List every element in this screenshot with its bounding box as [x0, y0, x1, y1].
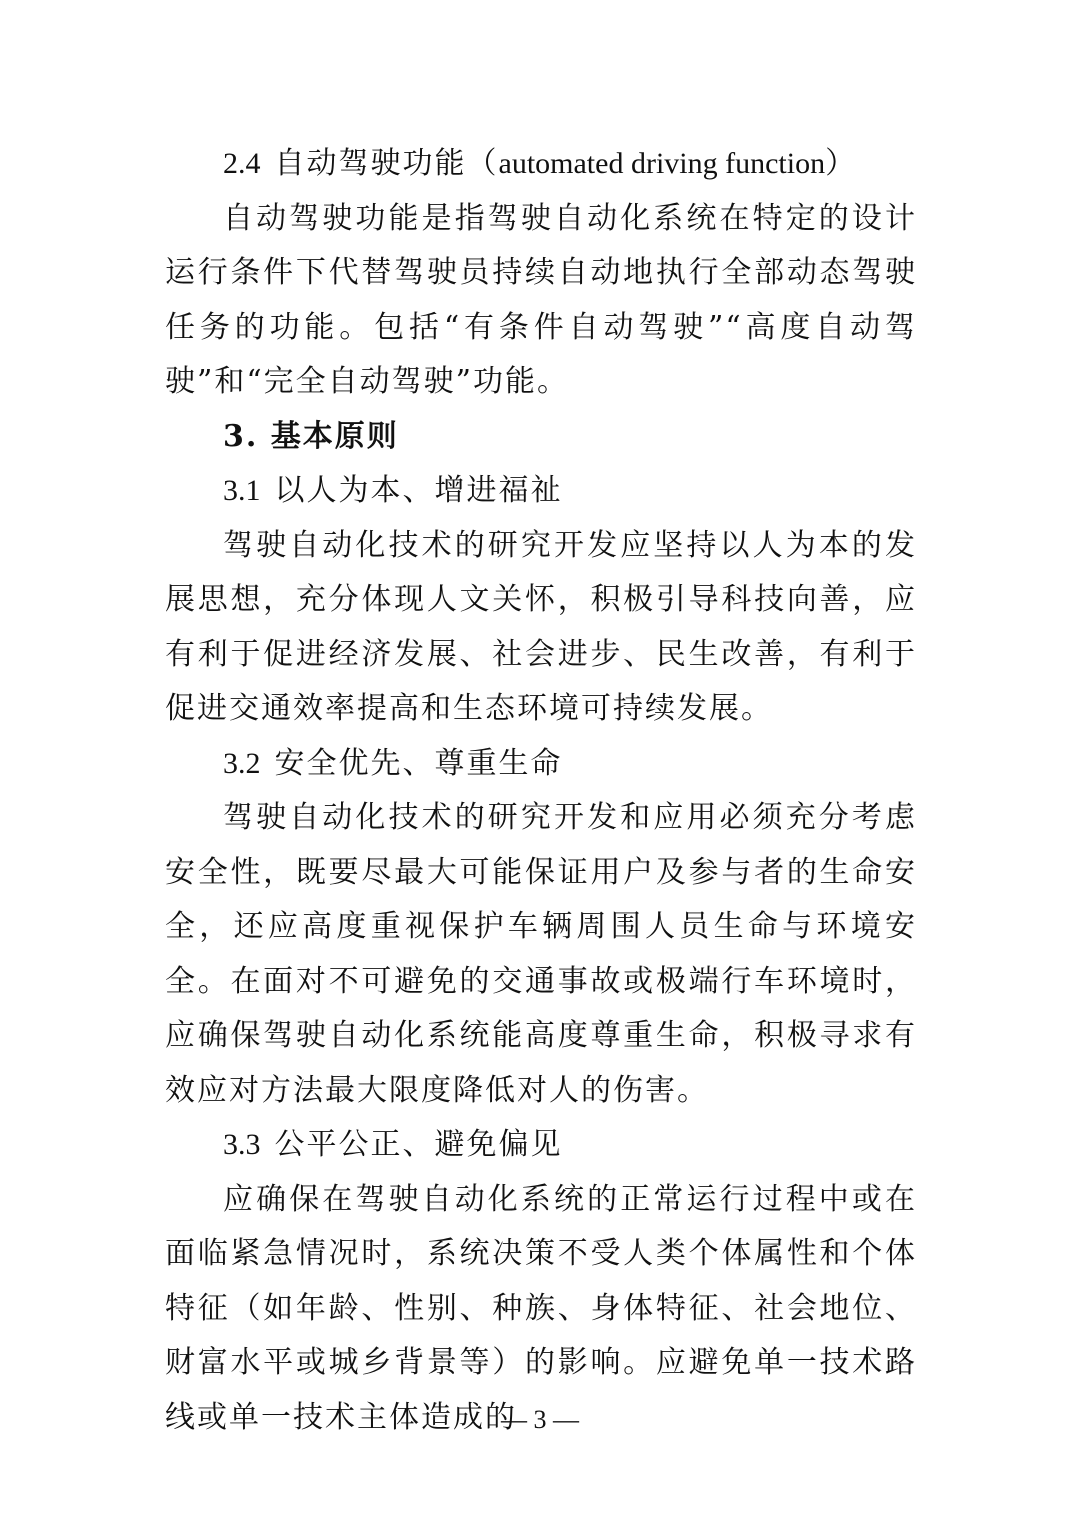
section-3-2-number: 3.2 — [223, 746, 261, 780]
section-2-4-title-en: automated driving function — [498, 147, 826, 180]
section-3-3-heading — [165, 1118, 917, 1173]
section-3-1-number: 3.1 — [223, 474, 261, 507]
section-3-3-title: 公平公正、避免偏见 — [274, 1127, 563, 1162]
section-2-4-body: 自动驾驶功能是指驾驶自动化系统在特定的设计运行条件下代替驾驶员持续自动地执行全部动态驾驶任务的功能。包括“有条件自动驾驶”“高度自动驾驶”和“完全自动驾驶”功能。 — [165, 200, 917, 399]
section-3-2-heading — [165, 737, 917, 792]
page-number: — 3 — — [501, 1405, 579, 1434]
section-3-heading: 3. 基本原则 — [223, 418, 399, 454]
section-2-4-title-close: ） — [825, 146, 858, 181]
section-3-1-body: 驾驶自动化技术的研究开发应坚持以人为本的发展思想，充分体现人文关怀，积极引导科技向善，应有利于促进经济发展、社会进步、民生改善，有利于促进交通效率提高和生态环境可持续发展。 — [165, 527, 917, 726]
page-content — [165, 137, 917, 1445]
section-3-2-title: 安全优先、尊重生命 — [274, 745, 563, 781]
section-2-4-heading — [165, 137, 917, 192]
section-3-1-heading — [165, 464, 917, 519]
section-2-4-title-cn: 自动驾驶功能（ — [274, 146, 499, 181]
section-3-3-number: 3.3 — [223, 1128, 261, 1161]
section-3-1-title: 以人为本、增进福祉 — [274, 473, 563, 508]
section-2-4-number: 2.4 — [223, 147, 261, 180]
section-3-3-body: 应确保在驾驶自动化系统的正常运行过程中或在面临紧急情况时，系统决策不受人类个体属性和个体特征（如年龄、性别、种族、身体特征、社会地位、财富水平或城乡背景等）的影响。应避免单一技术路线或单一技术主体造成的 — [165, 1181, 917, 1435]
section-3-2-body: 驾驶自动化技术的研究开发和应用必须充分考虑安全性，既要尽最大可能保证用户及参与者的生命安全，还应高度重视保护车辆周围人员生命与环境安全。在面对不可避免的交通事故或极端行车环境时，应确保驾驶自动化系统能高度尊重生命，积极寻求有效应对方法最大限度降低对人的伤害。 — [165, 800, 917, 1108]
